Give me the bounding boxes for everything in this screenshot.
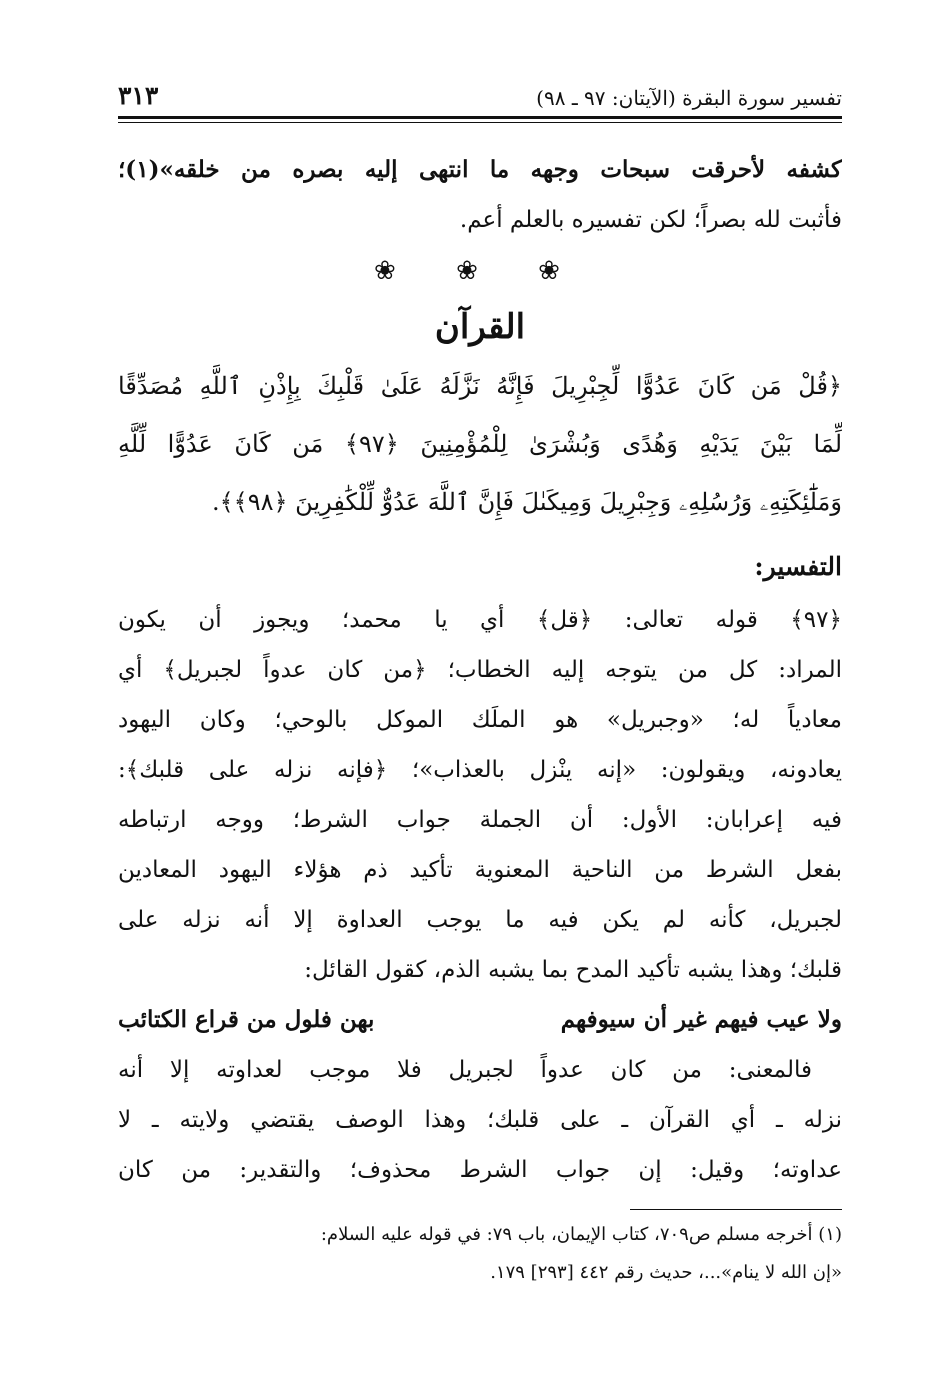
page-header	[118, 70, 842, 110]
tafsir-line: لجبريل، كأنه لم يكن فيه ما يوجب العداوة إلا أنه نزله على	[118, 907, 842, 933]
book-page	[118, 70, 842, 1292]
tafsir-heading: التفسير:	[754, 552, 842, 581]
section-separator-stars: ❀ ❀ ❀	[374, 256, 586, 286]
ayah-line: ﴿قُلْ مَن كَانَ عَدُوًّا لِّجِبْرِيلَ فَإِنَّهُ نَزَّلَهُ عَلَىٰ قَلْبِكَ بِإِذْنِ ٱللَّهِ مُصَدِّقًا	[118, 372, 842, 400]
footnote-line: (١) أخرجه مسلم ص٧٠٩، كتاب الإيمان، باب ٧٩: في قوله عليه السلام:	[320, 1224, 842, 1245]
ayah-line: لِّمَا بَيْنَ يَدَيْهِ وَهُدًى وَبُشْرَىٰ لِلْمُؤْمِنِينَ ﴿٩٧﴾ مَن كَانَ عَدُوًّا لِّلَّهِ	[118, 430, 842, 458]
poem-first-hemistich: ولا عيب فيهم غير أن سيوفهم	[560, 1006, 842, 1033]
tafsir-line: فالمعنى: من كان عدواً لجبريل فلا موجب لعداوته إلا أنه	[118, 1057, 812, 1083]
section-title: القرآن	[434, 307, 526, 347]
tafsir-line: فيه إعرابان: الأول: أن الجملة جواب الشرط؛ ووجه ارتباطه	[118, 807, 842, 833]
ayah-line: وَمَلَٰٓئِكَتِهِۦ وَرُسُلِهِۦ وَجِبْرِيلَ وَمِيكَىٰلَ فَإِنَّ ٱللَّهَ عَدُوٌّ لِّلْكَٰفِرِينَ ﴿٩٨﴾﴾.	[211, 488, 842, 516]
tafsir-line: المراد: كل من يتوجه إليه الخطاب؛ ﴿من كان عدواً لجبريل﴾ أي	[118, 657, 842, 683]
tafsir-line: معادياً له؛ «وجبريل» هو الملَك الموكل بالوحي؛ وكان اليهود	[118, 707, 842, 733]
tafsir-line: نزله ـ أي القرآن ـ على قلبك؛ وهذا الوصف يقتضي ولايته ـ لا	[118, 1107, 842, 1133]
body-line: كشفه لأحرقت سبحات وجهه ما انتهى إليه بصره من خلقه»(١)؛	[118, 156, 842, 183]
tafsir-line: يعادونه، ويقولون: «إنه ينْزل بالعذاب»؛ ﴿فإنه نزله على قلبك﴾:	[118, 757, 842, 783]
tafsir-line: ﴿٩٧﴾ قوله تعالى: ﴿قل﴾ أي يا محمد؛ ويجوز أن يكون	[118, 607, 842, 633]
tafsir-line: بفعل الشرط من الناحية المعنوية تأكيد ذم هؤلاء اليهود المعادين	[118, 857, 842, 883]
running-title: تفسير سورة البقرة (الآيتان: ٩٧ ـ ٩٨)	[536, 86, 842, 110]
tafsir-line: عداوته؛ وقيل: إن جواب الشرط محذوف؛ والتقدير: من كان	[118, 1157, 842, 1183]
page-number: ٣١٣	[118, 81, 159, 110]
tafsir-line: قلبك؛ وهذا يشبه تأكيد المدح بما يشبه الذم، كقول القائل:	[304, 957, 842, 983]
poem-verse	[118, 995, 842, 1045]
header-rule-thick	[118, 116, 842, 119]
footnote-line: «إن الله لا ينام»...، حديث رقم ٤٤٢ [٢٩٣] ١٧٩.	[490, 1262, 842, 1283]
body-line: فأثبت لله بصراً؛ لكن تفسيره بالعلم أعم.	[459, 207, 842, 233]
poem-second-hemistich: بهن فلول من قراع الكتائب	[118, 1006, 375, 1033]
